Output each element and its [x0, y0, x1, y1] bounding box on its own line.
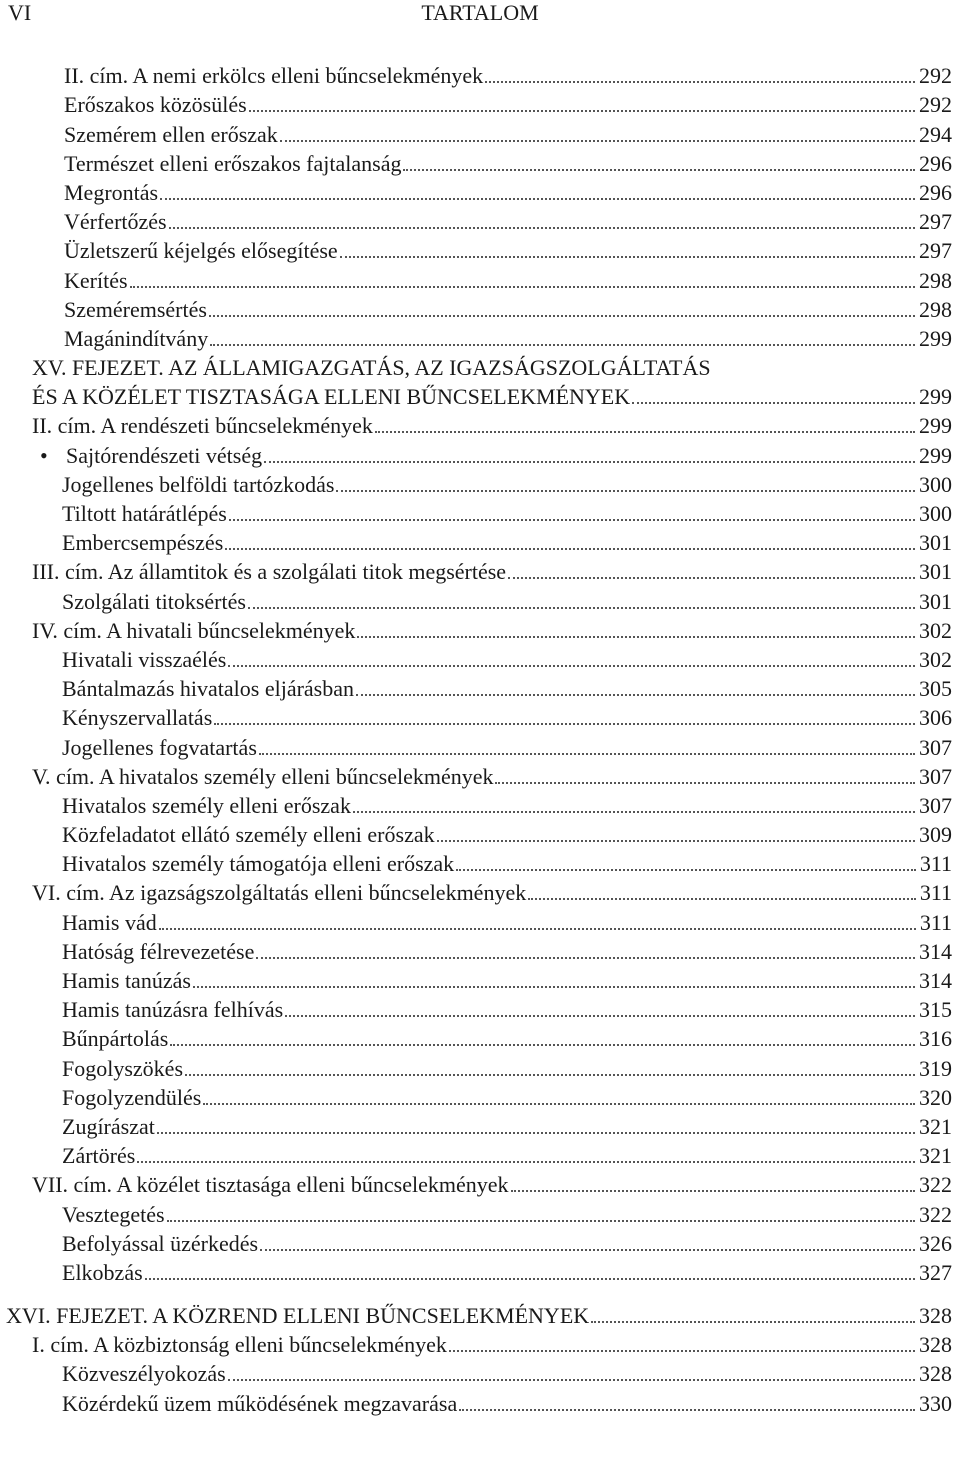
toc-entry-label: Közveszélyokozás	[62, 1361, 226, 1387]
toc-row	[0, 790, 960, 819]
dot-leader	[511, 1190, 915, 1192]
toc-row	[0, 615, 960, 644]
toc-entry-label: Jogellenes fogvatartás	[62, 734, 257, 760]
dot-leader	[375, 431, 915, 433]
dot-leader	[160, 198, 915, 200]
toc-page-number: 327	[919, 1259, 952, 1285]
toc-row	[0, 323, 960, 352]
bullet-icon: •	[40, 442, 48, 468]
dot-leader	[209, 315, 915, 317]
toc-row	[0, 1358, 960, 1387]
toc-page-number: 314	[919, 968, 952, 993]
toc-page-number: 322	[919, 1201, 952, 1227]
page-number: VI	[8, 0, 32, 25]
dot-leader	[340, 256, 915, 258]
toc-entry-label: Fogolyzendülés	[62, 1084, 202, 1110]
toc-row	[0, 1198, 960, 1227]
running-title: TARTALOM	[421, 0, 539, 25]
toc-page-number: 294	[919, 121, 952, 147]
dot-leader	[508, 577, 915, 579]
toc-page-number: 328	[919, 1361, 952, 1387]
dot-leader	[259, 753, 915, 755]
toc-row	[0, 1257, 960, 1286]
toc-row	[0, 469, 960, 498]
toc-entry-label: Zugírászat	[62, 1113, 155, 1139]
toc-page-number: 316	[919, 1026, 952, 1052]
dot-leader	[193, 986, 915, 988]
dot-leader	[260, 1249, 915, 1251]
toc-page-number: 301	[919, 530, 952, 556]
dot-leader	[145, 1278, 915, 1280]
toc-row	[0, 206, 960, 235]
toc-entry-label: Hamis vád	[62, 909, 157, 935]
dot-leader	[256, 957, 915, 959]
dot-leader	[456, 869, 916, 871]
toc-row	[0, 877, 960, 906]
dot-leader	[403, 169, 915, 171]
toc-row	[0, 1023, 960, 1052]
toc-entry-label: Bántalmazás hivatalos eljárásban	[62, 676, 354, 702]
toc-page-number: 314	[919, 938, 952, 964]
toc-row	[0, 556, 960, 585]
toc-entry-label: Szolgálati titoksértés	[62, 588, 246, 614]
toc-row	[0, 235, 960, 264]
toc-entry-label: XV. FEJEZET. AZ ÁLLAMIGAZGATÁS, AZ IGAZSÁGSZOLGÁLTATÁS	[32, 355, 711, 381]
toc-entry-label: Vesztegetés	[62, 1201, 165, 1227]
dot-leader	[528, 898, 916, 900]
toc-row	[0, 673, 960, 702]
toc-row	[0, 177, 960, 206]
dot-leader	[185, 1074, 915, 1076]
toc-entry-label: Elkobzás	[62, 1259, 143, 1285]
toc-page-number: 328	[919, 1303, 952, 1329]
toc-row	[0, 906, 960, 935]
toc-page-number: 300	[919, 471, 952, 497]
toc-row	[0, 1140, 960, 1169]
toc-page-number: 330	[919, 1390, 952, 1416]
toc-page-number: 321	[919, 1113, 952, 1139]
toc-page-number: 302	[919, 646, 952, 672]
toc-row	[0, 936, 960, 965]
dot-leader	[249, 110, 915, 112]
toc-page-number: 311	[919, 851, 952, 877]
toc-row	[0, 527, 960, 556]
dot-leader	[356, 694, 915, 696]
dot-leader	[214, 723, 915, 725]
dot-leader	[495, 782, 915, 784]
dot-leader	[159, 928, 916, 930]
toc-page-number: 296	[919, 150, 952, 176]
dot-leader	[228, 1379, 915, 1381]
toc-entry-label: Hamis tanúzás	[62, 968, 191, 993]
toc-page-number: 315	[919, 997, 952, 1023]
toc-page-number: 311	[919, 909, 952, 935]
toc-entry-label: Szeméremsértés	[64, 296, 207, 322]
toc-page-number: 326	[919, 1230, 952, 1256]
toc-page-number: 322	[919, 1172, 952, 1198]
toc-row	[0, 89, 960, 118]
toc-row	[0, 1111, 960, 1140]
toc-page-number: 298	[919, 267, 952, 293]
toc-entry-label: Befolyással üzérkedés	[62, 1230, 259, 1256]
toc-page-number: 299	[919, 384, 952, 410]
dot-leader	[229, 519, 915, 521]
toc-page-number: 297	[919, 209, 952, 235]
toc-entry-label: III. cím. Az államtitok és a szolgálati titok megsértése	[32, 559, 507, 585]
toc-entry-label: Embercsempészés	[62, 530, 224, 556]
toc-entry-label: Üzletszerű kéjelgés elősegítése	[64, 238, 338, 264]
toc-row	[0, 994, 960, 1023]
toc-row	[0, 1169, 960, 1198]
dot-leader	[167, 1220, 915, 1222]
toc-entry-label: VI. cím. Az igazságszolgáltatás elleni bűncselekmények	[32, 880, 527, 906]
toc-page-number: 298	[919, 296, 952, 322]
toc-entry-label: Kerítés	[64, 267, 128, 293]
toc-entry-label: Hatóság félrevezetése	[62, 938, 255, 964]
toc-entry-label: VII. cím. A közélet tisztasága elleni bűncselekmények	[32, 1172, 509, 1198]
toc-row	[0, 60, 960, 89]
toc-row	[0, 848, 960, 877]
toc-page-number: 301	[919, 559, 952, 585]
toc-entry-label: II. cím. A rendészeti bűncselekmények	[32, 413, 373, 439]
toc-page-number: 320	[919, 1084, 952, 1110]
dot-leader	[459, 1409, 915, 1411]
toc-page-number: 309	[919, 822, 952, 848]
toc-entry-label: I. cím. A közbiztonság elleni bűncselekmények	[32, 1332, 447, 1358]
toc-row	[0, 585, 960, 614]
toc-entry-label: IV. cím. A hivatali bűncselekmények	[32, 617, 356, 643]
toc-row	[0, 439, 960, 468]
toc-page-number: 305	[919, 676, 952, 702]
toc-entry-label: V. cím. A hivatalos személy elleni bűncselekmények	[32, 763, 494, 789]
toc-row	[0, 118, 960, 147]
dot-leader	[632, 402, 915, 404]
toc-entry-label: Hivatalos személy elleni erőszak	[62, 792, 351, 818]
toc-entry-label: Erőszakos közösülés	[64, 92, 247, 118]
toc-page-number: 328	[919, 1332, 952, 1358]
toc-row	[0, 702, 960, 731]
toc-entry-label: Zártörés	[62, 1143, 136, 1169]
toc-entry-label: Vérfertőzés	[64, 209, 167, 235]
toc-entry-label: II. cím. A nemi erkölcs elleni bűncselekmények	[64, 63, 484, 89]
dot-leader	[336, 490, 915, 492]
toc-page-number: 319	[919, 1055, 952, 1081]
toc-page-number: 302	[919, 617, 952, 643]
toc-row	[0, 498, 960, 527]
toc-page-number: 306	[919, 705, 952, 731]
toc-entry-label: Magánindítvány	[64, 325, 209, 351]
toc-row	[0, 410, 960, 439]
toc-row	[0, 381, 960, 410]
toc-page-number: 307	[919, 734, 952, 760]
toc-page-number: 301	[919, 588, 952, 614]
dot-leader	[210, 344, 915, 346]
toc-entry-label: Természet elleni erőszakos fajtalanság	[64, 150, 402, 176]
toc-entry-label: Közérdekű üzem működésének megzavarása	[62, 1390, 458, 1416]
toc-page-number: 292	[919, 92, 952, 118]
dot-leader	[248, 607, 915, 609]
dot-leader	[485, 81, 915, 83]
toc-page-number: 299	[919, 325, 952, 351]
toc-entry-label: Közfeladatot ellátó személy elleni erőszak	[62, 822, 435, 848]
dot-leader	[280, 140, 915, 142]
toc-entry-label: Hivatalos személy támogatója elleni erőszak	[62, 851, 455, 877]
toc-entry-label: Hamis tanúzásra felhívás	[62, 997, 284, 1023]
toc-page-number: 321	[919, 1143, 952, 1169]
section-gap	[0, 1286, 960, 1300]
toc-row	[0, 731, 960, 760]
dot-leader	[170, 1044, 915, 1046]
dot-leader	[157, 1132, 915, 1134]
toc-entry-label: Kényszervallatás	[62, 705, 213, 731]
toc-entry-label: Sajtórendészeti vétség	[66, 442, 263, 468]
dot-leader	[228, 665, 915, 667]
toc-entry-label: Jogellenes belföldi tartózkodás	[62, 471, 335, 497]
toc-entry-label: Fogolyszökés	[62, 1055, 183, 1081]
dot-leader	[130, 286, 915, 288]
dot-leader	[225, 548, 915, 550]
toc-page-number: 311	[919, 880, 952, 906]
toc-row	[0, 819, 960, 848]
dot-leader	[353, 811, 915, 813]
toc-row	[0, 264, 960, 293]
toc-page-number: 300	[919, 501, 952, 526]
toc-row	[0, 644, 960, 673]
dot-leader	[449, 1350, 915, 1352]
toc-entry-label: Megrontás	[64, 179, 159, 205]
toc-entry-label: Bűnpártolás	[62, 1026, 169, 1052]
toc-entry-label: Szemérem ellen erőszak	[64, 121, 278, 147]
toc-page-number: 292	[919, 63, 952, 89]
toc-page-number: 297	[919, 238, 952, 264]
dot-leader	[137, 1161, 915, 1163]
toc-page-number: 299	[919, 413, 952, 439]
toc-row	[0, 148, 960, 177]
toc-row	[0, 1082, 960, 1111]
dot-leader	[285, 1015, 915, 1017]
toc-row	[0, 1329, 960, 1358]
dot-leader	[591, 1321, 915, 1323]
dot-leader	[357, 636, 915, 638]
toc-row	[0, 965, 960, 994]
toc-page-number: 307	[919, 792, 952, 818]
toc-page-number: 299	[919, 442, 952, 468]
toc-row	[0, 294, 960, 323]
dot-leader	[203, 1103, 915, 1105]
toc-row	[0, 1387, 960, 1416]
table-of-contents	[0, 60, 960, 1417]
toc-page-number: 296	[919, 179, 952, 205]
toc-row	[0, 1228, 960, 1257]
toc-page-number: 307	[919, 763, 952, 789]
dot-leader	[437, 840, 915, 842]
toc-row	[0, 761, 960, 790]
dot-leader	[169, 227, 915, 229]
dot-leader	[264, 461, 915, 463]
toc-entry-label: Tiltott határátlépés	[62, 501, 227, 526]
toc-row	[0, 352, 960, 381]
toc-entry-label: XVI. FEJEZET. A KÖZREND ELLENI BŰNCSELEKMÉNYEK	[6, 1303, 590, 1329]
toc-entry-label: ÉS A KÖZÉLET TISZTASÁGA ELLENI BŰNCSELEKMÉNYEK	[32, 384, 631, 410]
toc-entry-label: Hivatali visszaélés	[62, 646, 227, 672]
toc-row	[0, 1052, 960, 1081]
running-head	[0, 0, 960, 26]
toc-row	[0, 1300, 960, 1329]
